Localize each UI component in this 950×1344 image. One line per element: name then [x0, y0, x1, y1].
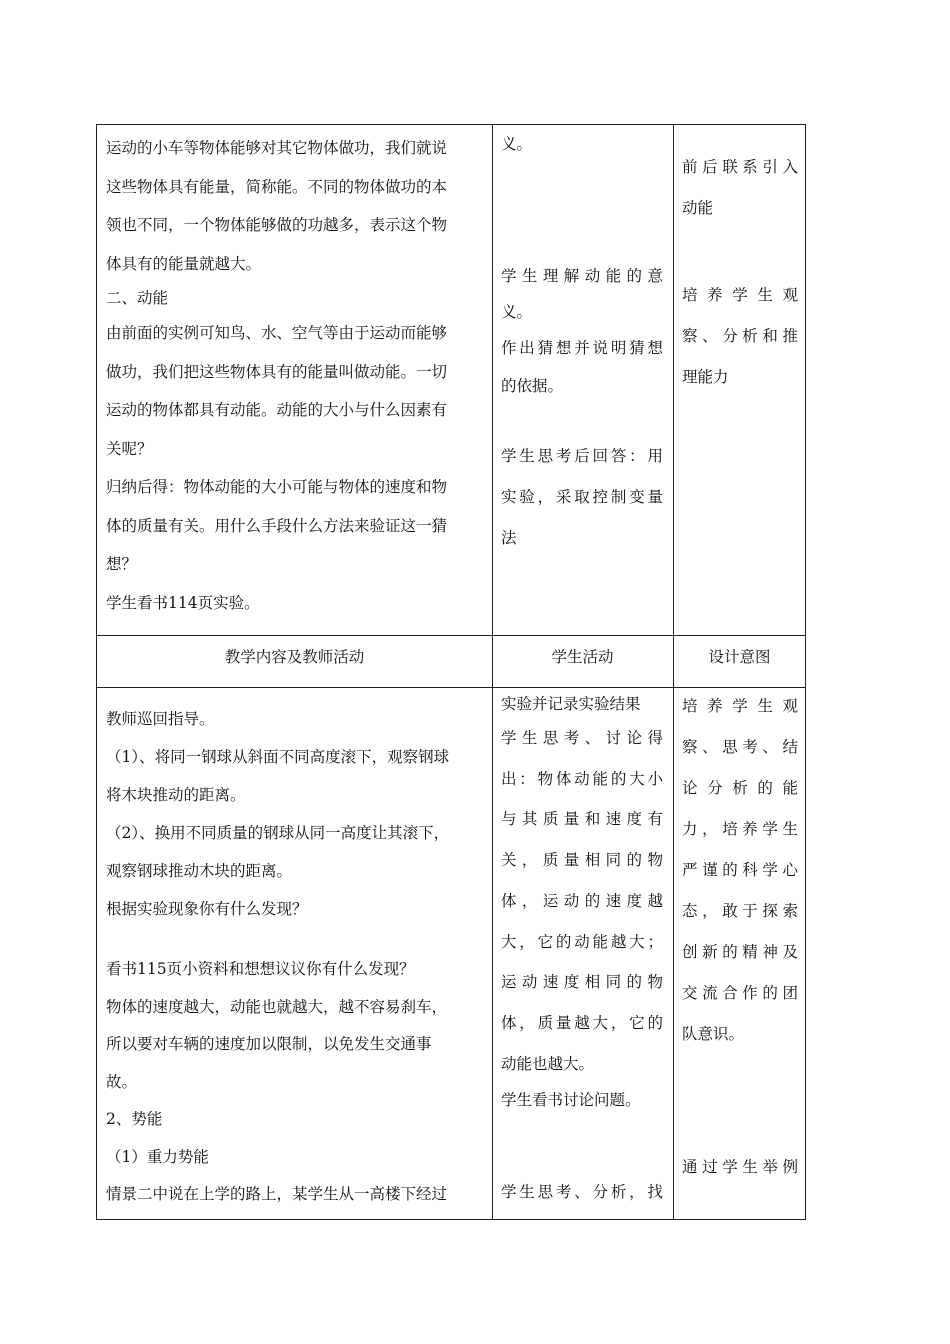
student-paragraph	[501, 257, 663, 405]
design-line: 力，培养学生	[682, 820, 798, 838]
student-line: 体，运动的速度越	[501, 891, 663, 910]
content-line: （1）、将同一钢球从斜面不同高度滚下，观察钢球	[106, 748, 450, 766]
design-line: 创新的精神及	[682, 943, 798, 961]
section-heading: 二、动能	[106, 289, 169, 307]
student-line: 的依据。	[501, 377, 564, 395]
content-line: 将木块推动的距离。	[106, 786, 246, 804]
content-line: 运动的物体都具有动能。动能的大小与什么因素有	[106, 401, 448, 419]
design-intent-cell	[682, 686, 798, 1055]
content-line: （2）、换用不同质量的钢球从同一高度让其滚下，	[106, 824, 450, 842]
content-line: 根据实验现象你有什么发现？	[106, 900, 308, 918]
design-paragraph	[682, 147, 798, 229]
content-line: 教师巡回指导。	[106, 710, 215, 728]
column-header-student: 学生活动	[551, 648, 614, 666]
content-line: 运动的小车等物体能够对其它物体做功，我们就说	[106, 139, 448, 157]
content-line: 归纳后得：物体动能的大小可能与物体的速度和物	[106, 478, 448, 496]
design-line: 严谨的科学心	[682, 861, 798, 879]
student-line: 与其质量和速度有	[501, 810, 663, 829]
student-line: 法	[501, 529, 517, 547]
content-line: 做功，我们把这些物体具有的能量叫做动能。一切	[106, 362, 448, 381]
student-activity-cell	[501, 129, 667, 547]
design-line: 论分析的能	[682, 779, 798, 797]
student-line: 实验，采取控制变量	[501, 488, 663, 506]
content-line: 故。	[106, 1072, 138, 1091]
column-header-content: 教学内容及教师活动	[224, 648, 365, 666]
design-line: 理能力	[682, 368, 729, 386]
content-line: 体的质量有关。用什么手段什么方法来验证这一猜	[106, 516, 448, 535]
student-line: 大，它的动能越大；	[501, 932, 663, 951]
column-divider	[492, 125, 493, 1219]
student-line: 学生思考后回答：用	[501, 447, 663, 465]
teaching-content-cell	[106, 129, 486, 622]
student-line: 学生思考、讨论得	[501, 729, 663, 747]
design-line: 通过学生举例	[682, 1158, 798, 1176]
student-line: 学生理解动能的意	[501, 267, 663, 285]
section-heading: 2、势能	[106, 1110, 163, 1128]
student-activity-cell	[501, 1177, 663, 1207]
teaching-content-cell	[106, 951, 486, 1214]
content-line: 由前面的实例可知鸟、水、空气等由于运动而能够	[106, 324, 448, 342]
design-line: 动能	[682, 199, 714, 217]
content-line: 学生看书114页实验。	[106, 593, 260, 612]
content-line: 看书115页小资料和想想议议你有什么发现？	[106, 960, 415, 978]
student-line: 作出猜想并说明猜想	[501, 339, 663, 357]
design-line: 队意识。	[682, 1025, 745, 1043]
student-line: 义。	[501, 135, 533, 153]
content-line: 物体的速度越大，动能也就越大，越不容易刹车，	[106, 997, 448, 1016]
design-line: 态，敢于探索	[682, 902, 798, 920]
design-line: 察、思考、结	[682, 738, 798, 756]
column-header-design: 设计意图	[708, 648, 771, 666]
student-line: 运动速度相同的物	[501, 973, 663, 992]
section-heading: （1）重力势能	[106, 1147, 209, 1166]
design-line: 交流合作的团	[682, 984, 798, 1002]
student-line: 学生思考、分析，找	[501, 1183, 663, 1201]
student-line: 出：物体动能的大小	[501, 769, 663, 788]
content-line: 这些物体具有能量，简称能。不同的物体做功的本	[106, 177, 448, 196]
content-line: 观察钢球推动木块的距离。	[106, 862, 293, 880]
content-line: 情景二中说在上学的路上，某学生从一高楼下经过	[106, 1185, 448, 1203]
content-line: 领也不同，一个物体能够做的功越多，表示这个物	[106, 216, 448, 234]
lesson-plan-table	[96, 124, 806, 1220]
row-divider	[97, 635, 805, 636]
content-line: 关呢？	[106, 439, 153, 458]
content-line: 体具有的能量就越大。	[106, 254, 262, 273]
design-paragraph	[682, 275, 798, 398]
student-line: 学生看书讨论问题。	[501, 1091, 641, 1110]
design-line: 培养学生观	[682, 286, 798, 304]
student-line: 义。	[501, 303, 533, 321]
student-paragraph	[501, 436, 663, 559]
design-line: 培养学生观	[682, 697, 798, 715]
column-divider	[673, 125, 674, 1219]
teaching-content-cell	[106, 700, 486, 928]
student-activity-cell	[501, 690, 663, 1116]
content-line: 想？	[106, 555, 138, 573]
design-line: 察、分析和推	[682, 327, 798, 345]
student-line: 动能也越大。	[501, 1054, 595, 1073]
student-line: 实验并记录实验结果	[501, 695, 641, 713]
design-line: 前后联系引入	[682, 158, 798, 176]
student-line: 关，质量相同的物	[501, 851, 663, 870]
content-line: 所以要对车辆的速度加以限制，以免发生交通事	[106, 1035, 432, 1053]
design-intent-cell	[682, 1152, 798, 1182]
student-line: 体，质量越大，它的	[501, 1013, 663, 1032]
